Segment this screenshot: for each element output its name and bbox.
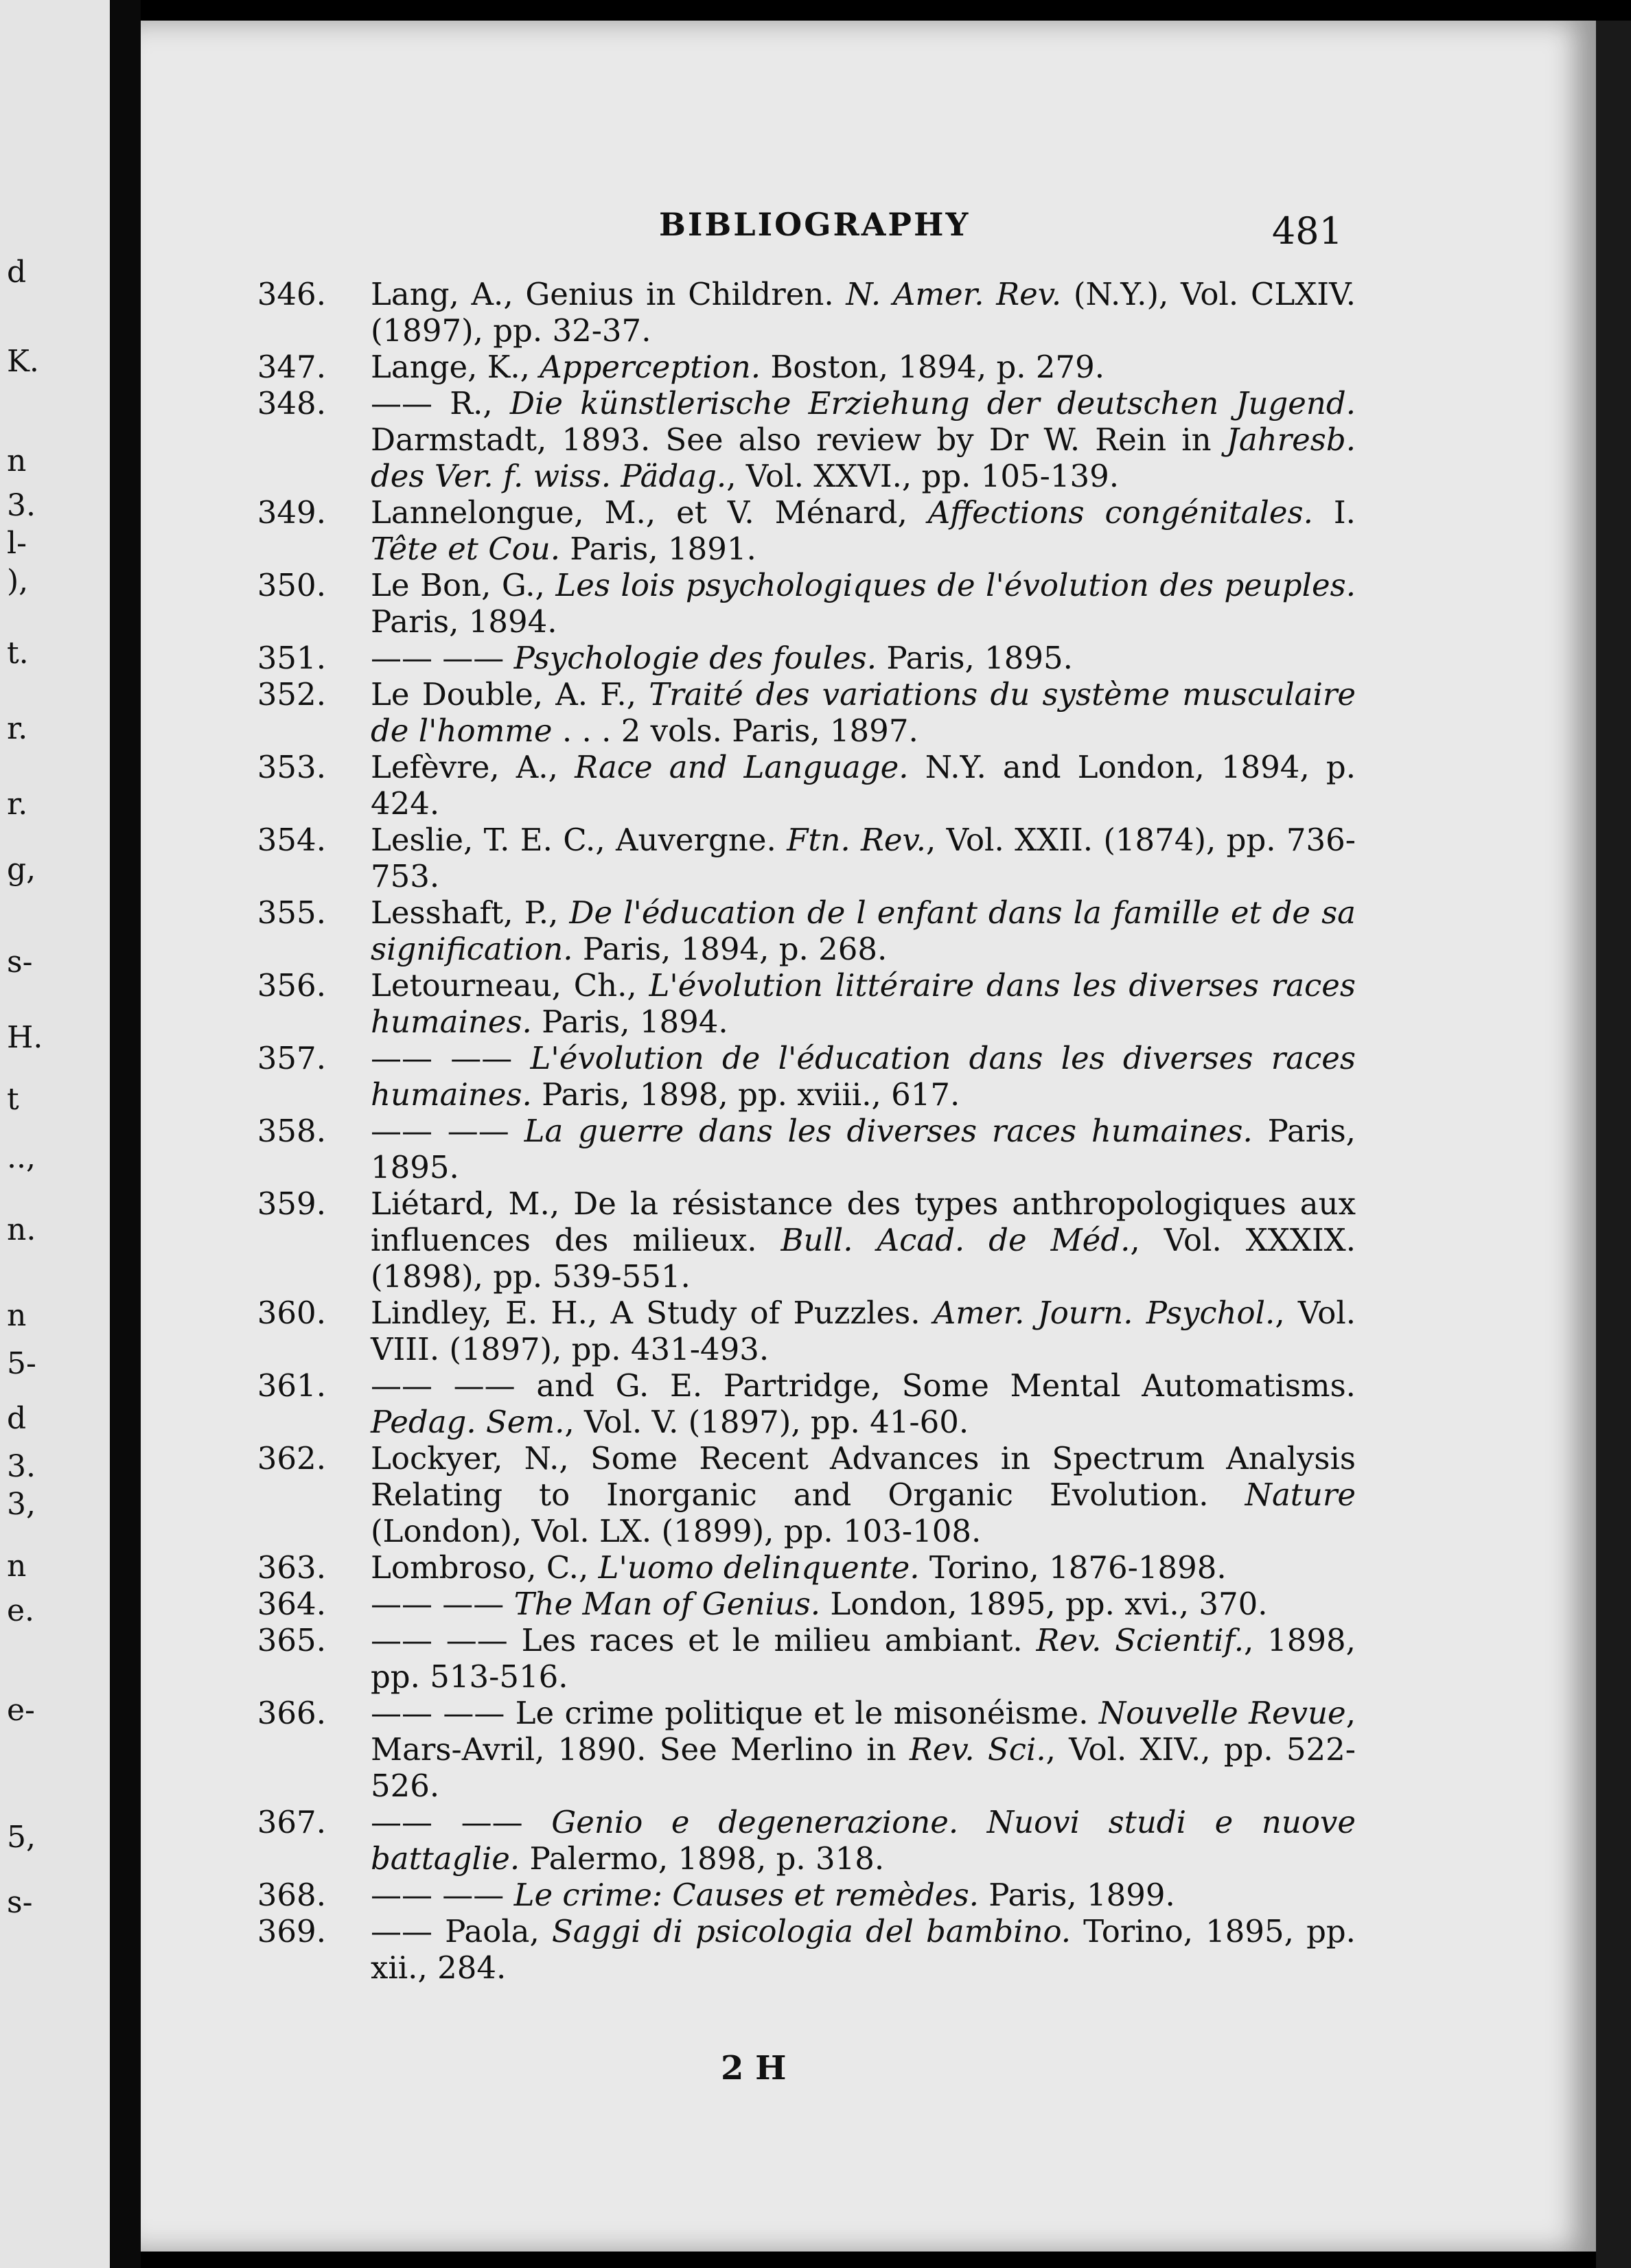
entry-title-italic: Genio e degenerazione. Nuovi studi e nuove battaglie. bbox=[371, 1804, 1356, 1877]
entry-text-segment: I. bbox=[1312, 494, 1356, 531]
entry-text-segment: Lombroso, C., bbox=[371, 1549, 599, 1586]
margin-fragment: K. bbox=[7, 344, 39, 379]
entry-title-italic: Amer. Journ. Psychol. bbox=[933, 1295, 1275, 1331]
entry-title-italic: Psychologie des foules. bbox=[513, 640, 877, 676]
entry-number: 366. bbox=[257, 1695, 326, 1731]
entry-text-segment: , Vol. V. (1897), pp. 41-60. bbox=[564, 1404, 969, 1440]
margin-fragment: n bbox=[7, 1298, 27, 1333]
entry-text bbox=[371, 1113, 1356, 1185]
entry-title-italic: Rev. Sci. bbox=[909, 1731, 1046, 1768]
entry-text bbox=[371, 1185, 1356, 1295]
bibliography-entry bbox=[247, 1367, 1356, 1440]
entry-title-italic: La guerre dans les diverses races humaines. bbox=[524, 1113, 1253, 1149]
entry-title-italic: De l'éducation de l enfant dans la famille et de sa signification. bbox=[371, 894, 1356, 967]
entry-number: 368. bbox=[257, 1877, 326, 1913]
entry-title-italic: Le crime: Causes et remèdes. bbox=[513, 1877, 979, 1913]
bibliography-entry bbox=[247, 640, 1356, 676]
previous-page-edge bbox=[0, 0, 110, 2268]
entry-title-italic: Ftn. Rev. bbox=[787, 822, 926, 858]
entry-number: 362. bbox=[257, 1440, 326, 1477]
bibliography-entry bbox=[247, 1185, 1356, 1295]
margin-fragment: n. bbox=[7, 1212, 36, 1247]
book-gutter bbox=[110, 0, 141, 2268]
entry-text-segment: Letourneau, Ch., bbox=[371, 967, 649, 1004]
margin-fragment: 3. bbox=[7, 488, 36, 523]
entry-text-segment: Leslie, T. E. C., Auvergne. bbox=[371, 822, 787, 858]
entry-text-segment: Paris, 1899. bbox=[978, 1877, 1175, 1913]
entry-text-segment: N.Y. and London, 1894, p. 424. bbox=[371, 749, 1356, 822]
entry-text-segment: Lannelongue, M., et V. Ménard, bbox=[371, 494, 928, 531]
entry-text-segment: —— —— bbox=[371, 1804, 552, 1840]
entry-text-segment: , Vol. VIII. (1897), pp. 431-493. bbox=[371, 1295, 1356, 1367]
signature-mark: 2 H bbox=[721, 2049, 787, 2087]
entry-text bbox=[371, 349, 1104, 385]
entry-text-segment: London, 1895, pp. xvi., 370. bbox=[820, 1586, 1268, 1622]
entry-text-segment: Palermo, 1898, p. 318. bbox=[520, 1840, 885, 1877]
entry-text bbox=[371, 385, 1356, 494]
entry-text-segment: , 1898, pp. 513-516. bbox=[371, 1622, 1356, 1695]
entry-title-italic: Affections congénitales. bbox=[927, 494, 1313, 531]
entry-text-segment: Paris, 1894, p. 268. bbox=[572, 931, 888, 967]
entry-text-segment: Lindley, E. H., A Study of Puzzles. bbox=[371, 1295, 934, 1331]
page-number: 481 bbox=[1271, 209, 1343, 253]
entry-number: 349. bbox=[257, 494, 326, 531]
entry-text bbox=[371, 276, 1356, 349]
margin-fragment: 3, bbox=[7, 1487, 36, 1522]
entry-number: 363. bbox=[257, 1549, 326, 1586]
bibliography-entry bbox=[247, 1586, 1356, 1622]
entry-text bbox=[371, 1440, 1356, 1549]
bibliography-entry bbox=[247, 1913, 1356, 1986]
margin-fragment: l- bbox=[7, 526, 27, 561]
entry-text bbox=[371, 494, 1356, 567]
entry-text-segment: Liétard, M., De la résistance des types anthropologiques aux influences des milieux. bbox=[371, 1185, 1356, 1258]
entry-text bbox=[371, 1040, 1356, 1113]
bibliography-entry bbox=[247, 749, 1356, 822]
margin-fragment: 5- bbox=[7, 1346, 36, 1381]
entry-text-segment: Le Double, A. F., bbox=[371, 676, 649, 713]
entry-text bbox=[371, 749, 1356, 822]
entry-number: 352. bbox=[257, 676, 326, 713]
entry-text-segment: —— Paola, bbox=[371, 1913, 552, 1949]
margin-fragment: s- bbox=[7, 1885, 33, 1920]
margin-fragment: 3. bbox=[7, 1449, 36, 1484]
entry-text-segment: , Vol. XXXIX. (1898), pp. 539-551. bbox=[371, 1222, 1356, 1295]
bibliography-entry bbox=[247, 1622, 1356, 1695]
entry-title-italic: Jahresb. des Ver. f. wiss. Pädag. bbox=[371, 421, 1356, 494]
entry-text-segment: Paris, 1894. bbox=[371, 603, 557, 640]
bibliography-entry bbox=[247, 1804, 1356, 1877]
entry-title-italic: N. Amer. Rev. bbox=[846, 276, 1062, 312]
bibliography-entry bbox=[247, 1440, 1356, 1549]
margin-fragment: n bbox=[7, 1549, 27, 1584]
margin-fragment: H. bbox=[7, 1020, 43, 1055]
entry-number: 367. bbox=[257, 1804, 326, 1840]
entry-text-segment: Torino, 1876-1898. bbox=[919, 1549, 1227, 1586]
entry-text-segment: Lefèvre, A., bbox=[371, 749, 575, 785]
entry-text-segment: Paris, 1895. bbox=[877, 640, 1073, 676]
entry-title-italic: Tête et Cou. bbox=[371, 531, 560, 567]
bibliography-entry bbox=[247, 494, 1356, 567]
entry-title-italic: Race and Language. bbox=[575, 749, 909, 785]
bibliography-entry bbox=[247, 1549, 1356, 1586]
entry-title-italic: Les lois psychologiques de l'évolution des peuples. bbox=[555, 567, 1356, 603]
entry-text bbox=[371, 1913, 1356, 1986]
entry-text bbox=[371, 640, 1073, 676]
margin-fragment: s- bbox=[7, 945, 33, 980]
entry-text bbox=[371, 894, 1356, 967]
margin-fragment: e- bbox=[7, 1693, 35, 1728]
entry-number: 355. bbox=[257, 894, 326, 931]
entry-text-segment: —— —— and G. E. Partridge, Some Mental Automatisms. bbox=[371, 1367, 1356, 1404]
bibliography-entry bbox=[247, 349, 1356, 385]
margin-fragment: d bbox=[7, 1401, 27, 1436]
entry-title-italic: Nature bbox=[1245, 1477, 1356, 1513]
entry-text bbox=[371, 1586, 1268, 1622]
entry-number: 364. bbox=[257, 1586, 326, 1622]
entry-text-segment: Lesshaft, P., bbox=[371, 894, 570, 931]
entry-text bbox=[371, 967, 1356, 1040]
entry-text-segment: Lockyer, N., Some Recent Advances in Spectrum Analysis Relating to Inorganic and Organic Evolution. bbox=[371, 1440, 1356, 1513]
bibliography-entry bbox=[247, 567, 1356, 640]
bibliography-list bbox=[247, 276, 1356, 1986]
running-head: BIBLIOGRAPHY bbox=[659, 206, 971, 243]
entry-number: 365. bbox=[257, 1622, 326, 1658]
entry-number: 360. bbox=[257, 1295, 326, 1331]
margin-fragment: 5, bbox=[7, 1820, 36, 1855]
entry-number: 348. bbox=[257, 385, 326, 421]
entry-text-segment: Paris, 1894. bbox=[531, 1004, 728, 1040]
entry-text-segment: —— R., bbox=[371, 385, 510, 421]
entry-text-segment: , Mars-Avril, 1890. See Merlino in bbox=[371, 1695, 1356, 1768]
entry-text-segment: (London), Vol. LX. (1899), pp. 103-108. bbox=[371, 1513, 982, 1549]
entry-title-italic: Pedag. Sem. bbox=[371, 1404, 565, 1440]
entry-number: 346. bbox=[257, 276, 326, 312]
entry-title-italic: Saggi di psicologia del bambino. bbox=[551, 1913, 1072, 1949]
entry-text bbox=[371, 1804, 1356, 1877]
entry-title-italic: Bull. Acad. de Méd. bbox=[780, 1222, 1131, 1258]
entry-title-italic: Die künstlerische Erziehung der deutschen Jugend. bbox=[509, 385, 1356, 421]
entry-text-segment: Le Bon, G., bbox=[371, 567, 556, 603]
bibliography-entry bbox=[247, 1695, 1356, 1804]
entry-text-segment: Boston, 1894, p. 279. bbox=[761, 349, 1105, 385]
margin-fragment: g, bbox=[7, 852, 36, 887]
entry-text-segment: Darmstadt, 1893. See also review by Dr W. Rein in bbox=[371, 421, 1227, 458]
entry-title-italic: Apperception. bbox=[540, 349, 761, 385]
entry-text-segment: Lange, K., bbox=[371, 349, 540, 385]
entry-text bbox=[371, 1695, 1356, 1804]
entry-text-segment: , Vol. XXII. (1874), pp. 736-753. bbox=[371, 822, 1356, 894]
entry-text-segment: , Vol. XIV., pp. 522-526. bbox=[371, 1731, 1356, 1804]
bibliography-entry bbox=[247, 822, 1356, 894]
entry-text-segment: (N.Y.), Vol. CLXIV. (1897), pp. 32-37. bbox=[371, 276, 1356, 349]
entry-title-italic: Traité des variations du système musculaire de l'homme bbox=[371, 676, 1356, 749]
bibliography-entry bbox=[247, 967, 1356, 1040]
entry-number: 358. bbox=[257, 1113, 326, 1149]
entry-text-segment: , Vol. XXVI., pp. 105-139. bbox=[726, 458, 1120, 494]
bibliography-entry bbox=[247, 894, 1356, 967]
entry-number: 354. bbox=[257, 822, 326, 858]
entry-title-italic: Rev. Scientif. bbox=[1036, 1622, 1245, 1658]
bibliography-entry bbox=[247, 385, 1356, 494]
margin-fragment: n bbox=[7, 443, 27, 478]
entry-number: 347. bbox=[257, 349, 326, 385]
entry-title-italic: L'évolution de l'éducation dans les diverses races humaines. bbox=[371, 1040, 1356, 1113]
entry-title-italic: The Man of Genius. bbox=[513, 1586, 821, 1622]
entry-text bbox=[371, 1622, 1356, 1695]
entry-text-segment: —— —— Le crime politique et le misonéisme. bbox=[371, 1695, 1099, 1731]
bibliography-entry bbox=[247, 1040, 1356, 1113]
margin-fragment: t. bbox=[7, 636, 29, 671]
entry-number: 353. bbox=[257, 749, 326, 785]
entry-number: 351. bbox=[257, 640, 326, 676]
entry-text-segment: Lang, A., Genius in Children. bbox=[371, 276, 846, 312]
bibliography-entry bbox=[247, 1113, 1356, 1185]
entry-title-italic: L'évolution littéraire dans les diverses races humaines. bbox=[371, 967, 1356, 1040]
entry-text-segment: Torino, 1895, pp. xii., 284. bbox=[371, 1913, 1356, 1986]
page-stack-edge bbox=[1596, 21, 1631, 2268]
entry-text-segment: Paris, 1891. bbox=[560, 531, 756, 567]
entry-number: 369. bbox=[257, 1913, 326, 1949]
entry-text-segment: —— —— bbox=[371, 1040, 531, 1076]
entry-text-segment: —— —— bbox=[371, 1113, 524, 1149]
entry-text bbox=[371, 1877, 1175, 1913]
entry-text-segment: —— —— bbox=[371, 640, 514, 676]
entry-text-segment: —— —— bbox=[371, 1586, 514, 1622]
entry-text-segment: —— —— bbox=[371, 1877, 514, 1913]
entry-title-italic: L'uomo delinquente. bbox=[598, 1549, 920, 1586]
margin-fragment: e. bbox=[7, 1593, 35, 1628]
margin-fragment: r. bbox=[7, 787, 28, 822]
margin-fragment: r. bbox=[7, 711, 28, 746]
entry-text bbox=[371, 676, 1356, 749]
entry-text-segment: Paris, 1895. bbox=[371, 1113, 1356, 1185]
bibliography-entry bbox=[247, 1295, 1356, 1367]
entry-number: 359. bbox=[257, 1185, 326, 1222]
margin-fragment: t bbox=[7, 1082, 19, 1117]
entry-text-segment: —— —— Les races et le milieu ambiant. bbox=[371, 1622, 1037, 1658]
entry-text-segment: Paris, 1898, pp. xviii., 617. bbox=[531, 1076, 960, 1113]
entry-text bbox=[371, 1549, 1227, 1586]
entry-number: 361. bbox=[257, 1367, 326, 1404]
entry-number: 356. bbox=[257, 967, 326, 1004]
entry-text bbox=[371, 1367, 1356, 1440]
bibliography-entry bbox=[247, 276, 1356, 349]
entry-number: 350. bbox=[257, 567, 326, 603]
bibliography-entry bbox=[247, 1877, 1356, 1913]
entry-text bbox=[371, 567, 1356, 640]
entry-title-italic: Nouvelle Revue bbox=[1098, 1695, 1346, 1731]
entry-text bbox=[371, 1295, 1356, 1367]
entry-text-segment: . . . 2 vols. Paris, 1897. bbox=[552, 713, 918, 749]
entry-text bbox=[371, 822, 1356, 894]
entry-number: 357. bbox=[257, 1040, 326, 1076]
bibliography-entry bbox=[247, 676, 1356, 749]
margin-fragment: .., bbox=[7, 1140, 36, 1175]
margin-fragment: d bbox=[7, 255, 27, 290]
margin-fragment: ), bbox=[7, 564, 29, 599]
